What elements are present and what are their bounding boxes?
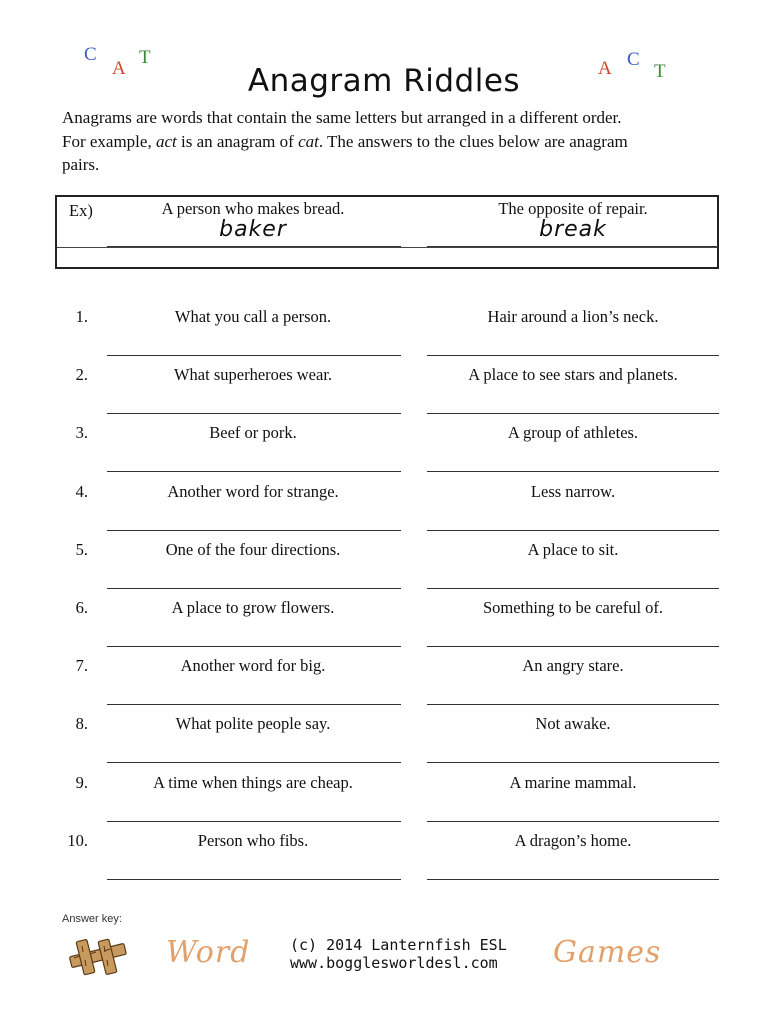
riddle-number: 2. xyxy=(75,365,88,384)
example-left-answer: baker xyxy=(219,217,287,242)
riddle-number: 6. xyxy=(75,598,88,617)
example-left-clue: A person who makes bread. xyxy=(161,199,345,218)
copyright-block xyxy=(290,936,507,972)
page-title: Anagram Riddles xyxy=(247,62,521,99)
riddle-right-clue: A marine mammal. xyxy=(509,773,637,792)
riddle-left-clue: What superheroes wear. xyxy=(173,365,333,384)
riddle-number: 3. xyxy=(75,423,88,442)
intro-line-2 xyxy=(62,130,722,154)
riddle-right-clue: A place to sit. xyxy=(527,540,619,559)
riddle-right-answer-blank[interactable] xyxy=(427,413,719,414)
example-right-answer-line xyxy=(427,246,719,247)
intro-example-word: act xyxy=(155,131,177,151)
riddle-left-clue: Another word for strange. xyxy=(167,482,339,501)
riddle-right-answer-blank[interactable] xyxy=(427,879,719,880)
example-label: Ex) xyxy=(69,201,93,220)
decor-letter-c-right: C xyxy=(627,49,640,70)
decor-letter-t-right: T xyxy=(654,61,666,82)
intro-paragraph xyxy=(62,106,722,177)
riddle-left-answer-blank[interactable] xyxy=(107,646,401,647)
riddle-left-clue: One of the four directions. xyxy=(165,540,341,559)
riddle-left-answer-blank[interactable] xyxy=(107,704,401,705)
riddle-left-clue: A place to grow flowers. xyxy=(171,598,335,617)
crossword-logo-icon xyxy=(66,936,130,978)
decor-letter-a-left: A xyxy=(112,58,126,79)
riddle-right-clue: A dragon’s home. xyxy=(514,831,632,850)
riddle-number: 7. xyxy=(75,656,88,675)
example-right-clue: The opposite of repair. xyxy=(498,199,648,218)
riddle-number: 4. xyxy=(75,482,88,501)
logo-word-text: Word xyxy=(166,935,251,970)
decor-letter-t-left: T xyxy=(139,47,151,68)
riddle-left-answer-blank[interactable] xyxy=(107,355,401,356)
riddle-left-clue: Another word for big. xyxy=(180,656,326,675)
riddle-right-answer-blank[interactable] xyxy=(427,355,719,356)
example-left-answer-line xyxy=(107,246,401,247)
riddle-right-answer-blank[interactable] xyxy=(427,530,719,531)
riddle-left-answer-blank[interactable] xyxy=(107,471,401,472)
intro-line-1: Anagrams are words that contain the same letters but arranged in a different order. xyxy=(62,108,622,127)
riddle-number: 8. xyxy=(75,714,88,733)
website-link[interactable]: www.bogglesworldesl.com xyxy=(290,954,498,972)
intro-text: is an anagram of xyxy=(176,131,299,151)
riddle-number: 9. xyxy=(75,773,88,792)
riddle-right-answer-blank[interactable] xyxy=(427,588,719,589)
decor-letter-c-left: C xyxy=(84,44,97,65)
riddle-right-clue: A group of athletes. xyxy=(507,423,639,442)
riddle-right-clue: Something to be careful of. xyxy=(482,598,664,617)
answer-key-label: Answer key: xyxy=(62,913,122,925)
riddle-number: 5. xyxy=(75,540,88,559)
intro-line-3: pairs. xyxy=(62,155,100,174)
riddle-number: 10. xyxy=(67,831,88,850)
riddle-left-answer-blank[interactable] xyxy=(107,588,401,589)
riddle-left-answer-blank[interactable] xyxy=(107,413,401,414)
riddle-right-answer-blank[interactable] xyxy=(427,471,719,472)
riddle-right-answer-blank[interactable] xyxy=(427,704,719,705)
example-divider xyxy=(57,247,717,248)
riddle-right-answer-blank[interactable] xyxy=(427,821,719,822)
riddle-left-answer-blank[interactable] xyxy=(107,762,401,763)
riddle-left-answer-blank[interactable] xyxy=(107,530,401,531)
riddle-number: 1. xyxy=(75,307,88,326)
riddle-left-clue: A time when things are cheap. xyxy=(153,773,353,792)
riddle-left-clue: Person who fibs. xyxy=(197,831,309,850)
riddle-right-clue: Hair around a lion’s neck. xyxy=(487,307,659,326)
riddle-right-answer-blank[interactable] xyxy=(427,646,719,647)
riddle-right-answer-blank[interactable] xyxy=(427,762,719,763)
example-right-answer: break xyxy=(539,217,607,242)
riddle-left-clue: What polite people say. xyxy=(175,714,331,733)
riddle-right-clue: A place to see stars and planets. xyxy=(468,365,678,384)
intro-example-word: cat xyxy=(298,131,319,151)
decor-letter-a-right: A xyxy=(598,58,612,79)
intro-text: For example, xyxy=(62,131,156,151)
riddle-left-answer-blank[interactable] xyxy=(107,879,401,880)
riddle-right-clue: An angry stare. xyxy=(522,656,624,675)
riddle-left-clue: What you call a person. xyxy=(174,307,332,326)
riddle-right-clue: Not awake. xyxy=(535,714,611,733)
riddle-right-clue: Less narrow. xyxy=(530,482,616,501)
logo-games-text: Games xyxy=(553,935,662,970)
riddle-left-clue: Beef or pork. xyxy=(209,423,297,442)
riddle-left-answer-blank[interactable] xyxy=(107,821,401,822)
intro-text: . The answers to the clues below are anagram xyxy=(318,131,628,151)
copyright-line: (c) 2014 Lanternfish ESL xyxy=(290,936,507,954)
